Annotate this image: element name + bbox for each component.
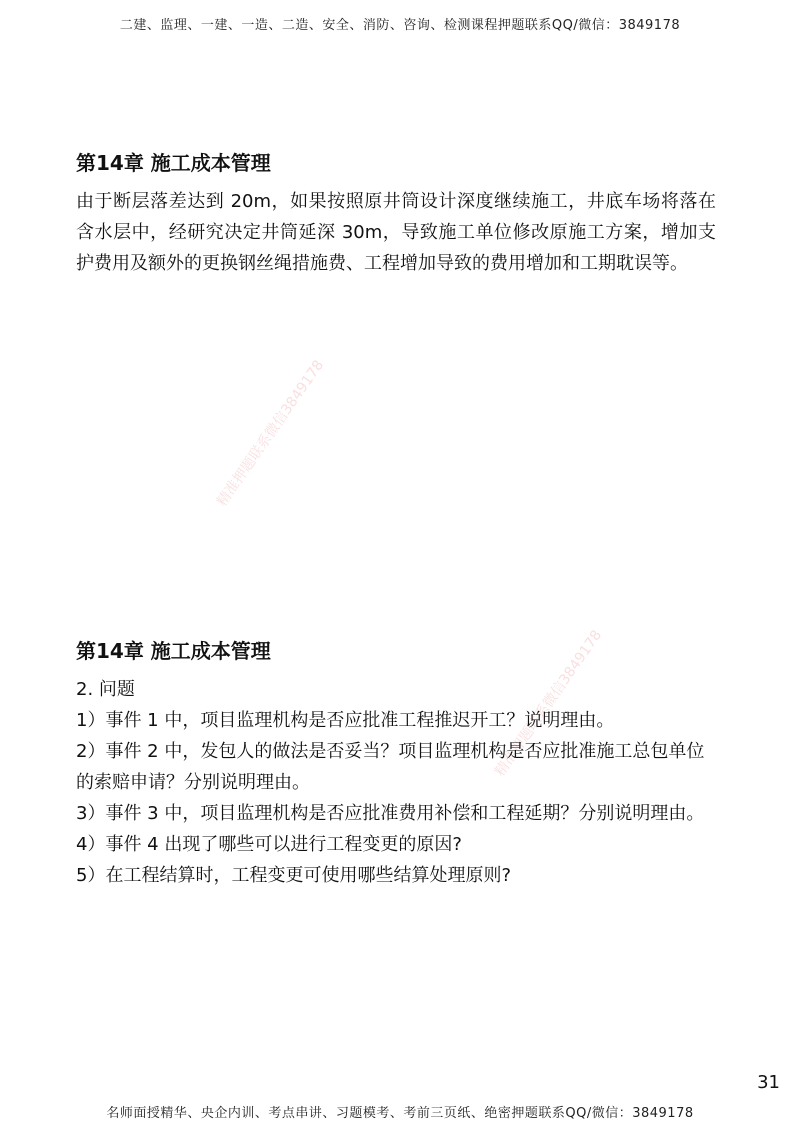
watermark-text: 精准押题联系微信3849178 — [214, 357, 328, 510]
page-number: 31 — [757, 1072, 780, 1093]
chapter-title: 第14章 施工成本管理 — [76, 151, 271, 175]
case-paragraph: 由于断层落差达到 20m，如果按照原井筒设计深度继续施工，井底车场将落在含水层中，经研究决定井筒延深 30m，导致施工单位修改原施工方案，增加支护费用及额外的更换钢丝绳措施费、工程增加导致的费用增加和工期耽误等。 — [76, 191, 716, 274]
chapter-title: 第14章 施工成本管理 — [76, 639, 271, 663]
section-chapter-14-intro — [76, 150, 716, 279]
watermark-text: 精准押题联系微信3849178 — [492, 627, 606, 780]
question-item: 3）事件 3 中，项目监理机构是否应批准费用补偿和工程延期？分别说明理由。 — [76, 803, 705, 824]
question-heading: 2. 问题 — [76, 679, 135, 700]
page-footer: 名师面授精华、央企内训、考点串讲、习题模考、考前三页纸、绝密押题联系QQ/微信：3849178 — [106, 1106, 694, 1121]
question-item: 5）在工程结算时，工程变更可使用哪些结算处理原则? — [76, 865, 512, 886]
section-chapter-14-questions — [76, 638, 716, 891]
question-item: 4）事件 4 出现了哪些可以进行工程变更的原因? — [76, 834, 462, 855]
question-item: 1）事件 1 中，项目监理机构是否应批准工程推迟开工？说明理由。 — [76, 710, 615, 731]
question-list — [76, 674, 716, 891]
question-item: 2）事件 2 中，发包人的做法是否妥当？项目监理机构是否应批准施工总包单位的索赔申请？分别说明理由。 — [76, 741, 705, 793]
page-header: 二建、监理、一建、一造、二造、安全、消防、咨询、检测课程押题联系QQ/微信：3849178 — [119, 18, 681, 33]
